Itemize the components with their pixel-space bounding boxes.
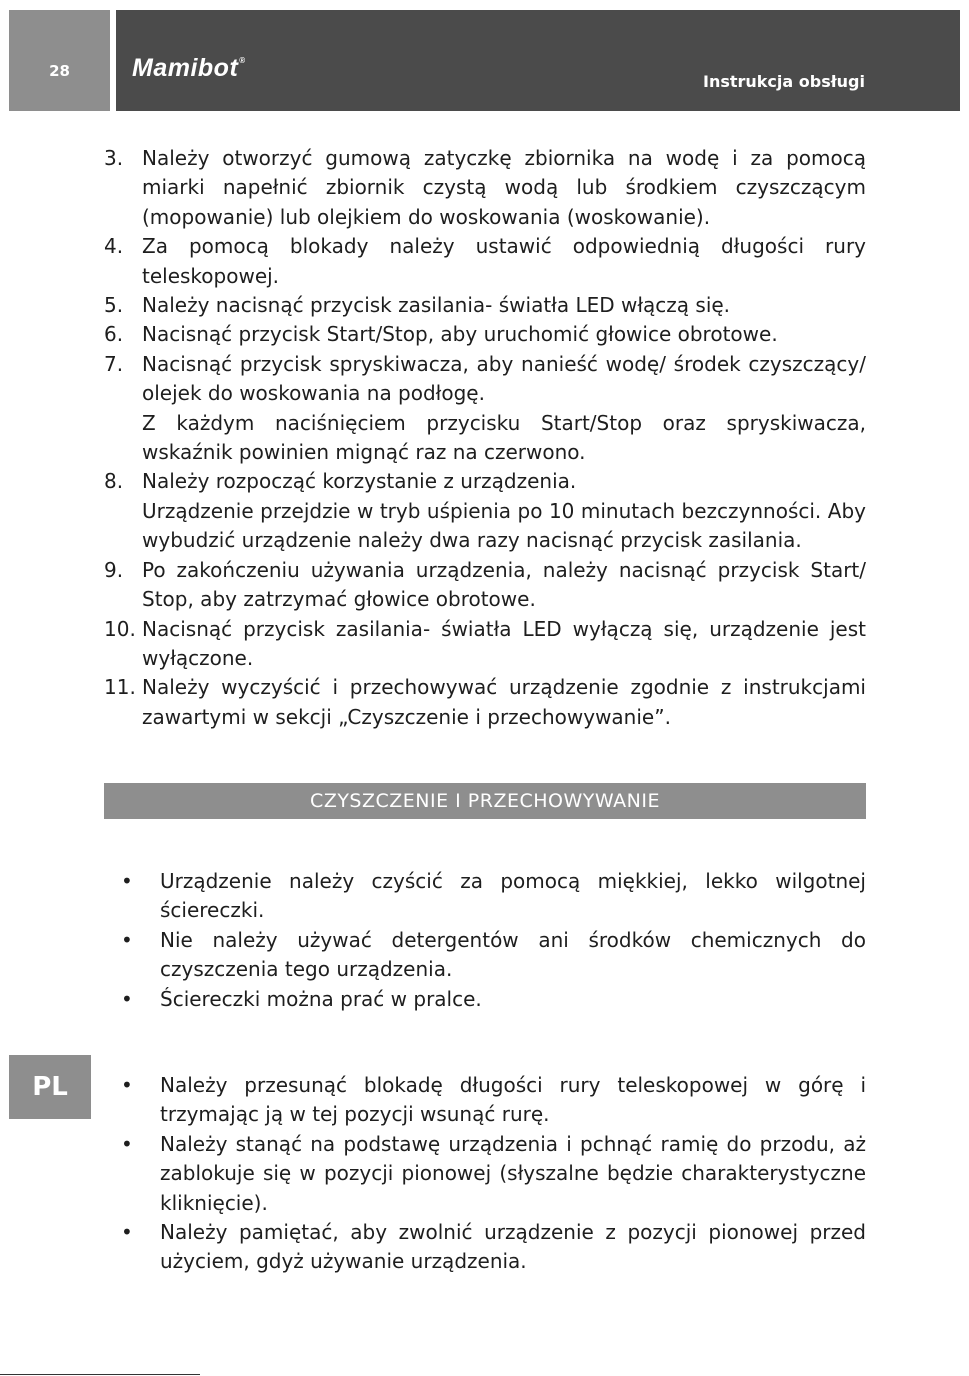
list-item-text: Urządzenie należy czyścić za pomocą miękkiej, lekko wilgotnej ściereczki. [160, 869, 866, 923]
list-item-text: Należy przesunąć blokadę długości rury teleskopowej w górę i trzymając ją w tej pozycji wsunąć rurę. [160, 1073, 866, 1127]
bullet-marker: • [121, 1131, 133, 1156]
bullet-marker: • [121, 1220, 133, 1245]
page-number-box [9, 10, 110, 111]
language-tab: PL [9, 1055, 91, 1119]
list-item [104, 1130, 866, 1218]
step-number: 8. [104, 469, 124, 494]
step-text: Należy otworzyć gumową zatyczkę zbiornika na wodę i za pomocą miarki napełnić zbiornik czystą wodą lub środkiem czyszczącym (mopowanie) lub olejkiem do woskowania (woskowanie). [142, 146, 866, 229]
document-title: Instrukcja obsługi [702, 72, 865, 91]
bullet-marker: • [121, 986, 133, 1011]
bullet-marker: • [121, 1073, 133, 1097]
step-number: 9. [104, 557, 124, 582]
list-item-text: Nie należy używać detergentów ani środków chemicznych do czyszczenia tego urządzenia. [160, 927, 866, 982]
step-text: Po zakończeniu używania urządzenia, należy nacisnąć przycisk Start/ Stop, aby zatrzymać głowice obrotowe. [142, 557, 866, 612]
storage-list [104, 1071, 866, 1277]
step-item [104, 232, 866, 291]
list-item-text: Ściereczki można prać w pralce. [160, 986, 482, 1011]
step-item [104, 556, 866, 615]
footer-rule [0, 1374, 200, 1375]
step-item [104, 144, 866, 232]
step-number: 11. [104, 675, 136, 700]
step-item [104, 615, 866, 674]
list-item [104, 1218, 866, 1277]
step-text: Nacisnąć przycisk Start/Stop, aby uruchomić głowice obrotowe. [142, 322, 778, 347]
step-number: 10. [104, 616, 136, 641]
step-item [104, 673, 866, 732]
step-item [104, 467, 866, 496]
step-text: Należy rozpocząć korzystanie z urządzenia. [142, 469, 577, 494]
step-number: 5. [104, 293, 124, 318]
step-text: Należy wyczyścić i przechowywać urządzenie zgodnie z instrukcjami zawartymi w sekcji „Czyszczenie i przechowywanie”. [142, 675, 866, 729]
step-note: Urządzenie przejdzie w tryb uśpienia po 10 minutach bezczynności. Aby wybudzić urządzenie należy dwa razy nacisnąć przycisk zasilania. [142, 498, 866, 553]
page-number: 28 [49, 62, 70, 80]
brand-name: Mamibot [132, 54, 239, 82]
list-item-text: Należy pamiętać, aby zwolnić urządzenie z pozycji pionowej przed użyciem, gdyż używanie urządzenia. [160, 1220, 866, 1274]
section-heading: CZYSZCZENIE I PRZECHOWYWANIE [104, 783, 866, 819]
step-number: 4. [104, 234, 124, 259]
list-item [104, 985, 866, 1014]
step-number: 7. [104, 351, 124, 376]
step-number: 3. [104, 146, 124, 170]
step-text: Nacisnąć przycisk zasilania- światła LED wyłączą się, urządzenie jest wyłączone. [142, 616, 866, 670]
step-text: Należy nacisnąć przycisk zasilania- światła LED włączą się. [142, 293, 731, 318]
instruction-steps [104, 144, 866, 732]
step-item [104, 320, 866, 349]
bullet-marker: • [121, 927, 133, 952]
page-header [116, 10, 960, 111]
step-text: Za pomocą blokady należy ustawić odpowiednią długości rury teleskopowej. [142, 234, 866, 288]
step-item [104, 291, 866, 320]
list-item [104, 867, 866, 926]
bullet-marker: • [121, 869, 133, 893]
step-item [104, 350, 866, 409]
step-text: Nacisnąć przycisk spryskiwacza, aby nanieść wodę/ środek czyszczący/ olejek do woskowania na podłogę. [142, 351, 866, 406]
step-number: 6. [104, 322, 124, 347]
cleaning-list [104, 867, 866, 1014]
list-item-text: Należy stanąć na podstawę urządzenia i pchnąć ramię do przodu, aż zablokuje się w pozycji pionowej (słyszalne będzie charakterystyczne kliknięcie). [160, 1131, 866, 1215]
brand-logo [132, 54, 246, 83]
list-item [104, 926, 866, 985]
registered-mark: ® [239, 56, 246, 65]
step-note: Z każdym naciśnięciem przycisku Start/Stop oraz spryskiwacza, wskaźnik powinien mignąć raz na czerwono. [142, 410, 866, 465]
list-item [104, 1071, 866, 1130]
